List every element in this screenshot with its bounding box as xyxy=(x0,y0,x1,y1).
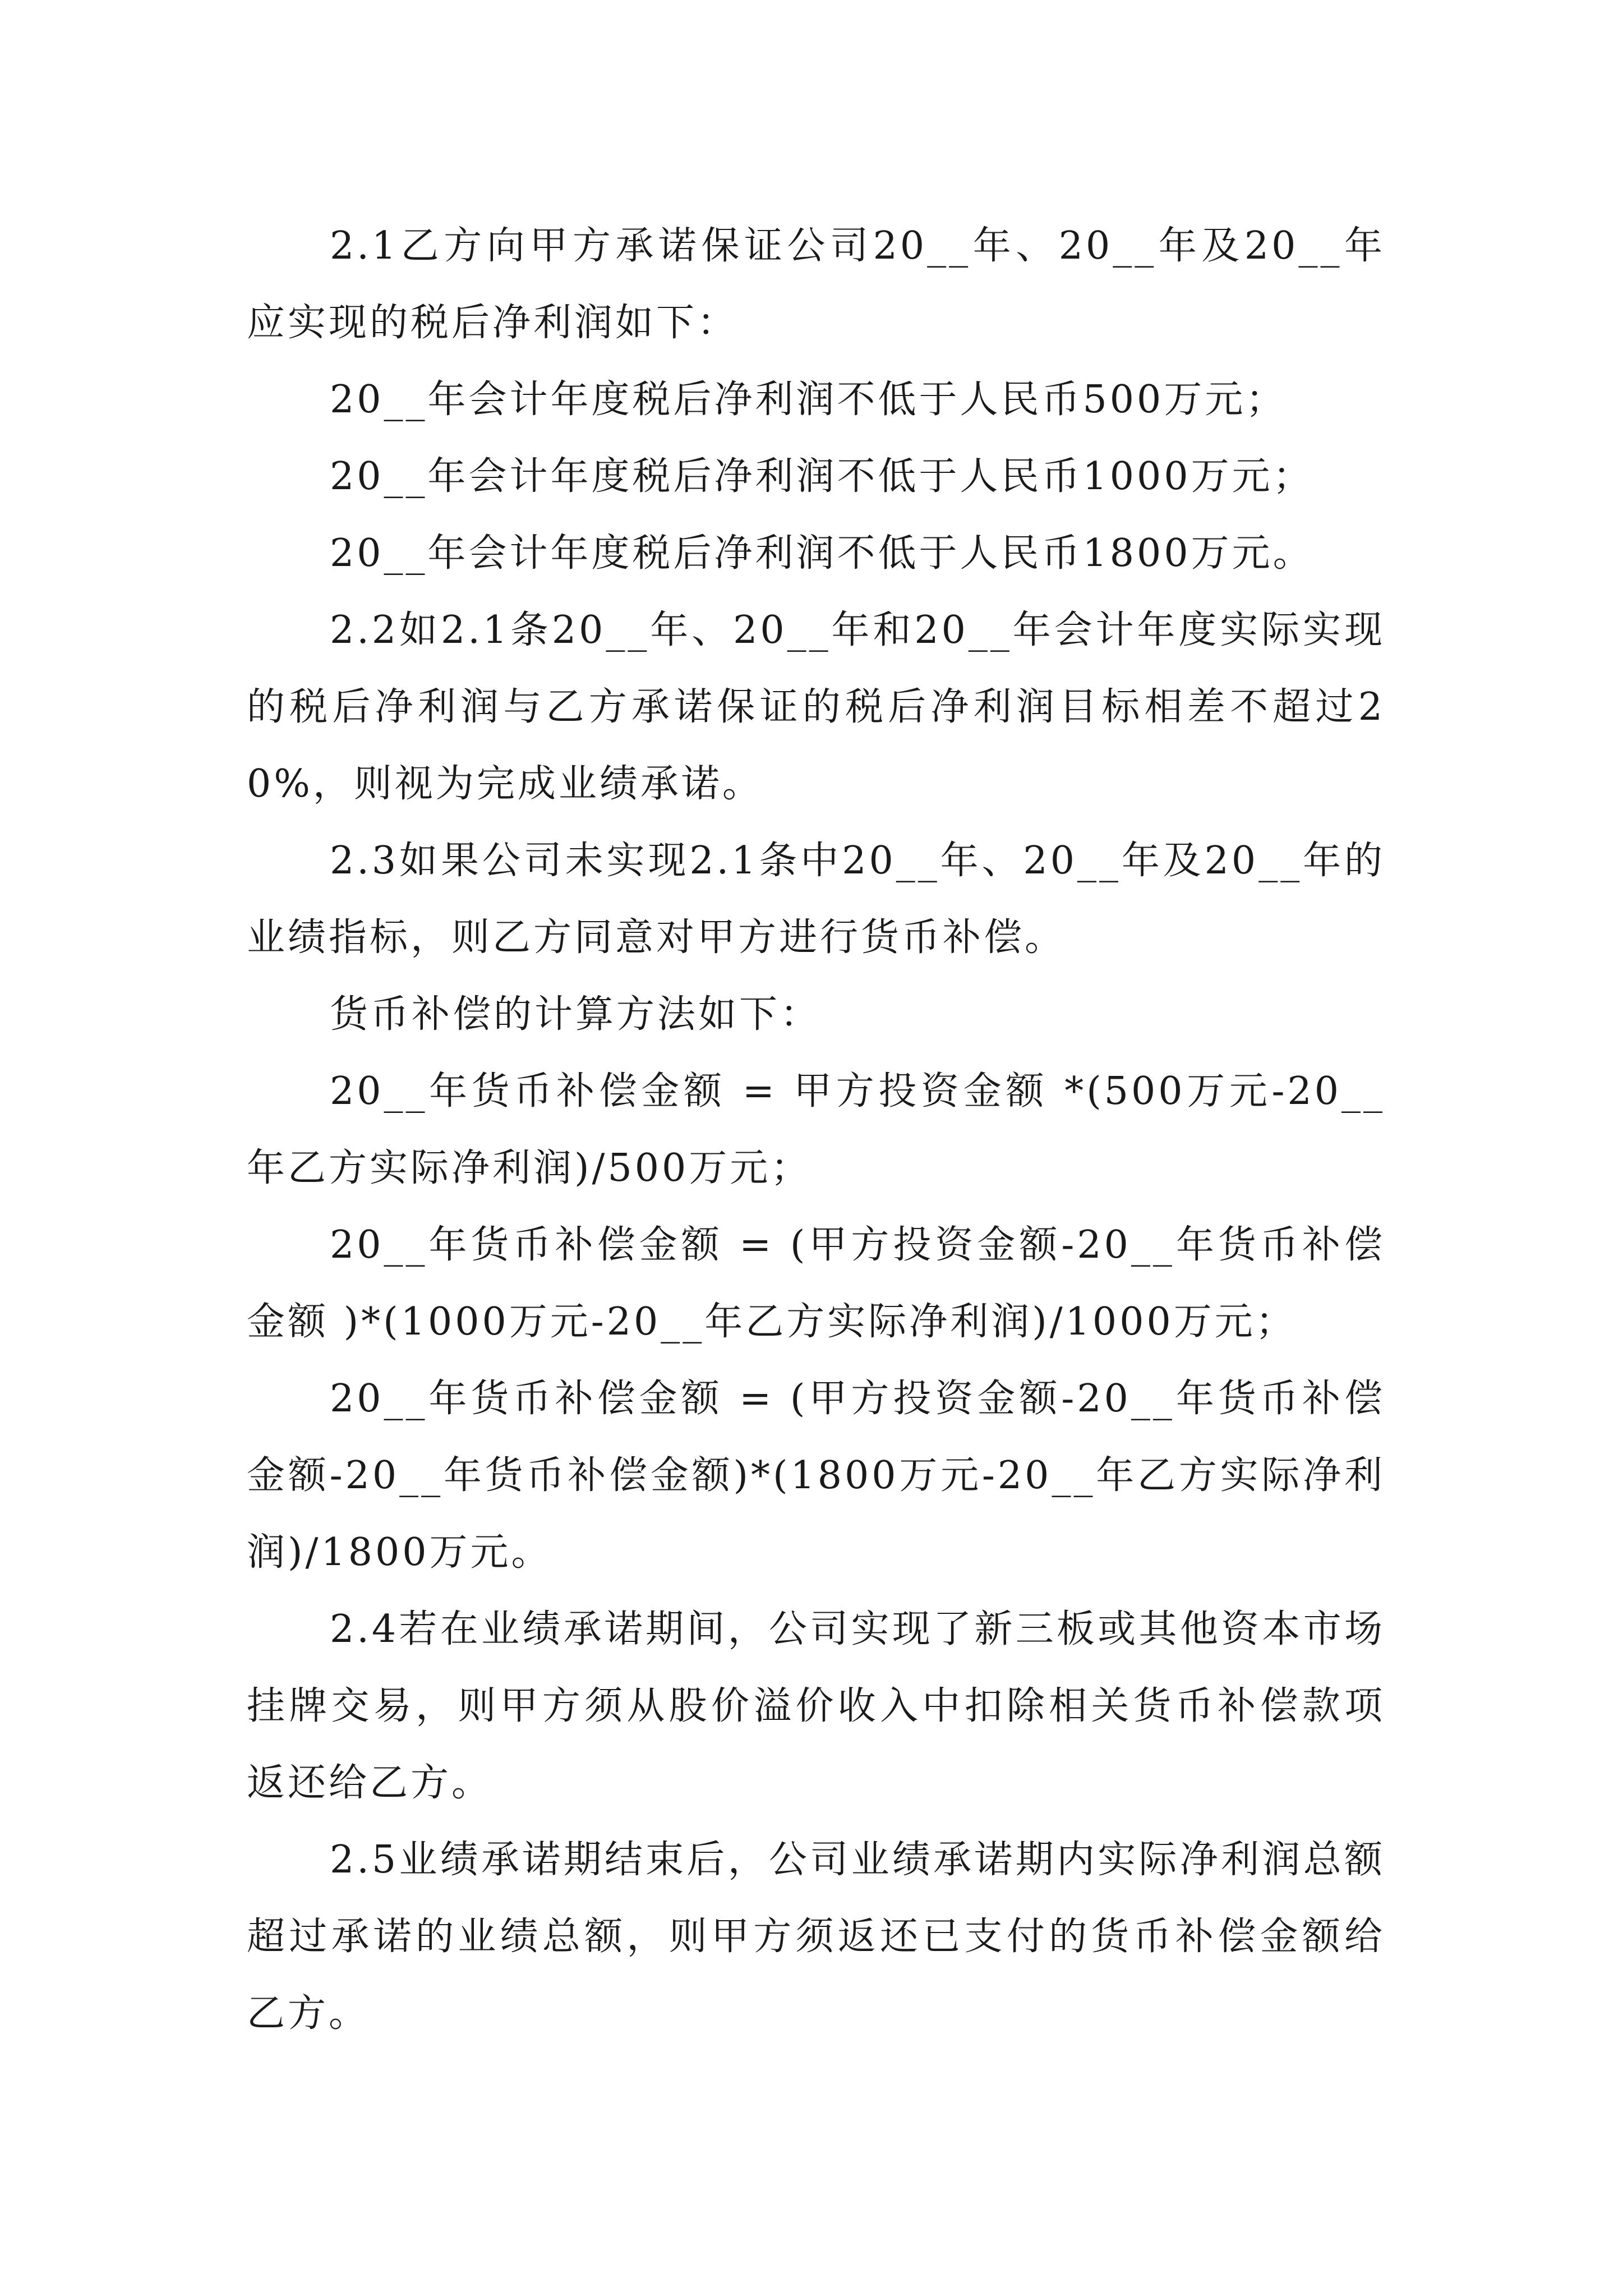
clause-2-1: 2.1乙方向甲方承诺保证公司20__年、20__年及20__年应实现的税后净利润如下： xyxy=(247,224,1385,345)
clause-2-3: 2.3如果公司未实现2.1条中20__年、20__年及20__年的业绩指标，则乙方同意对甲方进行货币补偿。 xyxy=(247,839,1385,960)
profit-target-year-2: 20__年会计年度税后净利润不低于人民币1000万元； xyxy=(330,454,1314,499)
clause-2-4: 2.4若在业绩承诺期间，公司实现了新三板或其他资本市场挂牌交易，则甲方须从股价溢价收入中扣除相关货币补偿款项返还给乙方。 xyxy=(247,1607,1385,1805)
clause-2-5: 2.5业绩承诺期结束后，公司业绩承诺期内实际净利润总额超过承诺的业绩总额，则甲方须返还已支付的货币补偿金额给乙方。 xyxy=(247,1838,1385,2036)
compensation-formula-year-1: 20__年货币补偿金额 = 甲方投资金额 *(500万元-20__年乙方实际净利润)/500万元； xyxy=(247,1069,1385,1190)
profit-target-year-1: 20__年会计年度税后净利润不低于人民币500万元； xyxy=(330,378,1287,422)
compensation-formula-year-3: 20__年货币补偿金额 = (甲方投资金额-20__年货币补偿金额-20__年货币补偿金额)*(1800万元-20__年乙方实际净利润)/1800万元。 xyxy=(247,1377,1385,1575)
clause-2-2: 2.2如2.1条20__年、20__年和20__年会计年度实际实现的税后净利润与乙方承诺保证的税后净利润目标相差不超过20%，则视为完成业绩承诺。 xyxy=(247,608,1385,806)
compensation-formula-year-2: 20__年货币补偿金额 = (甲方投资金额-20__年货币补偿金额 )*(1000万元-20__年乙方实际净利润)/1000万元； xyxy=(247,1223,1385,1344)
document-body xyxy=(247,208,1385,2052)
compensation-method-heading: 货币补偿的计算方法如下： xyxy=(330,992,822,1037)
profit-target-year-3: 20__年会计年度税后净利润不低于人民币1800万元。 xyxy=(330,531,1314,576)
